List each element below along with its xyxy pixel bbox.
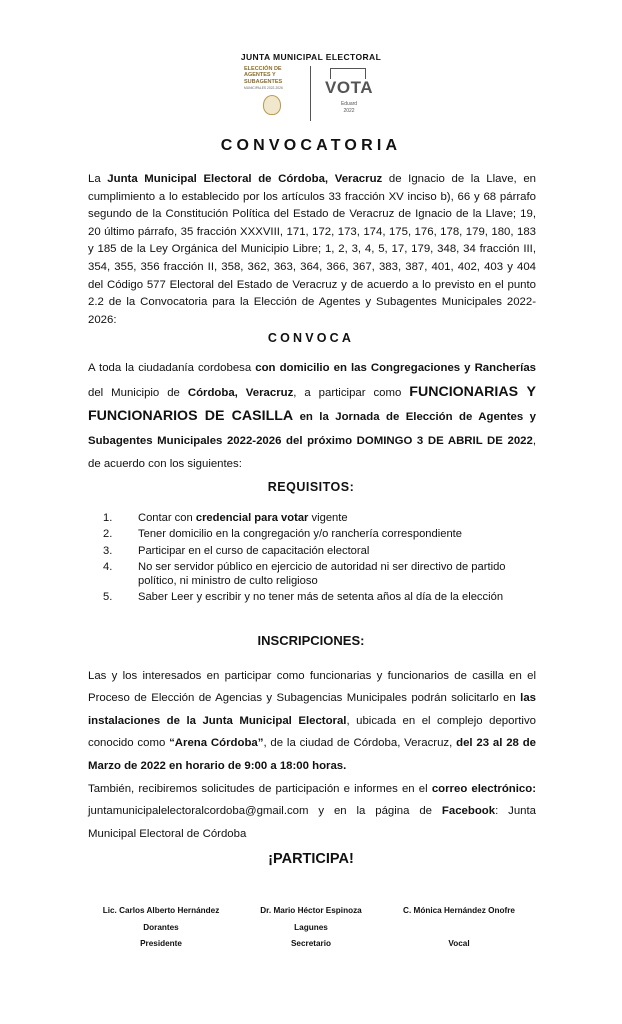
convoca-heading: CONVOCA [267,331,355,345]
convoca-paragraph: A toda la ciudadanía cordobesa con domicilio en las Congregaciones y Rancherías del Municipio de Córdoba, Veracruz, a participar como FUNCIONARIAS Y FUNCIONARIOS DE CASILLA en la Jornada de Elección de Agentes y Subagentes Municipales 2022-2026 del próximo DOMINGO 3 DE ABRIL DE 2022, de acuerdo con los siguientes: [88,362,537,470]
signer-role: Vocal [448,939,470,948]
vota-word: VOTA [325,78,373,97]
signer-role: Secretario [290,939,332,948]
vota-logo [318,68,380,122]
inscripciones-heading: INSCRIPCIONES: [257,633,365,648]
logo-line: AGENTES Y [244,72,276,79]
signature-presidente [86,903,236,953]
signer-name: Dr. Mario Héctor Espinoza [260,906,362,915]
logo-line: SUBAGENTES [244,78,283,85]
logo-line: ELECCIÓN DE [244,66,282,72]
list-item: 4. No ser servidor público en ejercicio de autoridad ni ser directivo de partido político, ni ministro de culto religioso [103,560,506,587]
intro-paragraph: La Junta Municipal Electoral de Córdoba, Veracruz de Ignacio de la Llave, en cumplimiento a lo establecido por los artículos 33 fracción XV inciso b), 66 y 68 párrafo segundo de la Constitución Política del Estado de Veracruz de Ignacio de la Llave; 19, 20 último párrafo, 35 fracción XXXVIII, 171, 172, 173, 174, 175, 176, 178, 179, 180, 183 y 185 de la Ley Orgánica del Municipio Libre; 1, 2, 3, 4, 5, 17, 179, 348, 34 fracción III, 354, 355, 356 fracción II, 358, 362, 363, 364, 366, 367, 383, 387, 401, 402, 403 y 404 del Código 577 Electoral del Estado de Veracruz y de acuerdo a lo previsto en el punto 2.2 de la Convocatoria para la Elección de Agentes y Subagentes Municipales 2022-2026: [88,173,536,326]
list-item: 5. Saber Leer y escribir y no tener más de setenta años al día de la elección [103,591,504,604]
inscripciones-paragraph: Las y los interesados en participar como funcionarias y funcionarios de casilla en el Proceso de Elección de Agencias y Subagencias Municipales podrán solicitarlo en las instalaciones de la Junta Municipal Electoral, ubicada en el complejo deportivo conocido como “Arena Córdoba”, de la ciudad de Córdoba, Veracruz, del 23 al 28 de Marzo de 2022 en horario de 9:00 a 18:00 horas. [88,670,537,772]
vota-year: 2022 [343,108,355,114]
document-title: CONVOCATORIA [220,137,402,154]
logo-small-line: MUNICIPALES 2022-2026 [244,85,283,90]
list-item: 1. Contar con credencial para votar vigente [103,512,348,524]
org-title: JUNTA MUNICIPAL ELECTORAL [240,52,382,62]
document-header [0,50,622,122]
header-divider [310,66,311,121]
signer-name-cont [384,920,534,937]
signature-vocal [384,903,534,953]
list-item: 3. Participar en el curso de capacitación electoral [103,544,370,557]
requisitos-heading: REQUISITOS: [267,480,355,494]
vota-sub: Eduard [340,101,358,107]
election-logo-text [244,66,314,91]
list-item: 2. Tener domicilio en la congregación y/o ranchería correspondiente [103,528,463,541]
signer-name: C. Mónica Hernández Onofre [403,906,515,915]
signer-name: Lic. Carlos Alberto Hernández [102,906,220,915]
signer-name-cont: Lagunes [294,922,328,932]
signature-secretario [246,903,376,953]
municipal-seal-icon [263,95,281,115]
contact-paragraph: También, recibiremos solicitudes de participación e informes en el correo electrónico: juntamunicipalelectoralcordoba@gmail.com y en la página de Facebook: Junta Municipal Electoral de Córdoba [88,783,536,840]
signer-name-cont: Dorantes [143,922,179,932]
signer-role: Presidente [140,939,182,948]
participa-heading: ¡PARTICIPA! [268,851,354,867]
requisitos-list [103,511,543,606]
